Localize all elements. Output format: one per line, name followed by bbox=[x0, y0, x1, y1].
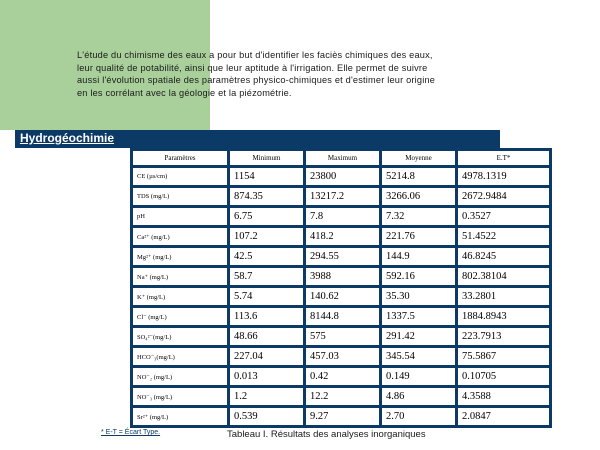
intro-paragraph bbox=[77, 49, 497, 99]
value-cell: 0.149 bbox=[382, 368, 455, 385]
value-cell: 4.3588 bbox=[458, 388, 549, 405]
value-cell: 113.6 bbox=[230, 308, 303, 325]
value-cell: 13217.2 bbox=[306, 188, 379, 205]
parameter-cell: Mg²⁺ (mg/L) bbox=[133, 248, 227, 265]
parameter-cell: K⁺ (mg/L) bbox=[133, 288, 227, 305]
value-cell: 8144.8 bbox=[306, 308, 379, 325]
intro-line: en les corrélant avec la géologie et la piézométrie. bbox=[77, 87, 292, 98]
footnote: * E-T = Écart Type. bbox=[101, 429, 161, 436]
parameter-cell: Na⁺ (mg/L) bbox=[133, 268, 227, 285]
table-header-row bbox=[133, 151, 549, 165]
value-cell: 223.7913 bbox=[458, 328, 549, 345]
value-cell: 0.3527 bbox=[458, 208, 549, 225]
value-cell: 418.2 bbox=[306, 228, 379, 245]
intro-line: leur qualité de potabilité, ainsi que leur aptitude à l'irrigation. Elle permet de suivre bbox=[77, 62, 428, 73]
value-cell: 23800 bbox=[306, 168, 379, 185]
value-cell: 0.013 bbox=[230, 368, 303, 385]
value-cell: 3266.06 bbox=[382, 188, 455, 205]
value-cell: 1154 bbox=[230, 168, 303, 185]
value-cell: 35.30 bbox=[382, 288, 455, 305]
value-cell: 3988 bbox=[306, 268, 379, 285]
value-cell: 33.2801 bbox=[458, 288, 549, 305]
table-row bbox=[133, 288, 549, 305]
parameter-cell: NO⁻₃ (mg/L) bbox=[133, 388, 227, 405]
value-cell: 345.54 bbox=[382, 348, 455, 365]
parameter-cell: Sr²⁺ (mg/L) bbox=[133, 408, 227, 425]
table-row bbox=[133, 228, 549, 245]
value-cell: 1337.5 bbox=[382, 308, 455, 325]
column-header: Moyenne bbox=[382, 151, 455, 165]
column-header: E.T* bbox=[458, 151, 549, 165]
value-cell: 575 bbox=[306, 328, 379, 345]
table-row bbox=[133, 388, 549, 405]
value-cell: 7.32 bbox=[382, 208, 455, 225]
table-caption: Tableau I. Résultats des analyses inorganiques bbox=[227, 429, 426, 440]
value-cell: 0.539 bbox=[230, 408, 303, 425]
intro-line: aussi l'évolution spatiale des paramètres physico-chimiques et d'estimer leur origine bbox=[77, 75, 436, 85]
value-cell: 2672.9484 bbox=[458, 188, 549, 205]
table-row bbox=[133, 328, 549, 345]
parameter-cell: HCO⁻₃(mg/L) bbox=[133, 348, 227, 365]
value-cell: 802.38104 bbox=[458, 268, 549, 285]
value-cell: 12.2 bbox=[306, 388, 379, 405]
section-title: Hydrogéochimie bbox=[20, 131, 115, 145]
value-cell: 4978.1319 bbox=[458, 168, 549, 185]
value-cell: 48.66 bbox=[230, 328, 303, 345]
value-cell: 1884.8943 bbox=[458, 308, 549, 325]
table-row bbox=[133, 168, 549, 185]
value-cell: 7.8 bbox=[306, 208, 379, 225]
value-cell: 5.74 bbox=[230, 288, 303, 305]
value-cell: 457.03 bbox=[306, 348, 379, 365]
column-header: Maximum bbox=[306, 151, 379, 165]
value-cell: 144.9 bbox=[382, 248, 455, 265]
value-cell: 107.2 bbox=[230, 228, 303, 245]
parameter-cell: CE (µs/cm) bbox=[133, 168, 227, 185]
value-cell: 5214.8 bbox=[382, 168, 455, 185]
parameter-cell: TDS (mg/L) bbox=[133, 188, 227, 205]
value-cell: 42.5 bbox=[230, 248, 303, 265]
value-cell: 221.76 bbox=[382, 228, 455, 245]
value-cell: 140.62 bbox=[306, 288, 379, 305]
value-cell: 592.16 bbox=[382, 268, 455, 285]
value-cell: 51.4522 bbox=[458, 228, 549, 245]
parameter-cell: Cl⁻ (mg/L) bbox=[133, 308, 227, 325]
value-cell: 291.42 bbox=[382, 328, 455, 345]
intro-line: L'étude du chimisme des eaux a pour but d'identifier les faciès chimiques des eaux, bbox=[77, 50, 433, 60]
table-row bbox=[133, 268, 549, 285]
column-header: Minimum bbox=[230, 151, 303, 165]
parameter-cell: pH bbox=[133, 208, 227, 225]
value-cell: 0.42 bbox=[306, 368, 379, 385]
parameter-cell: Ca²⁺ (mg/L) bbox=[133, 228, 227, 245]
value-cell: 0.10705 bbox=[458, 368, 549, 385]
column-header: Paramètres bbox=[133, 151, 227, 165]
value-cell: 46.8245 bbox=[458, 248, 549, 265]
value-cell: 58.7 bbox=[230, 268, 303, 285]
table-row bbox=[133, 308, 549, 325]
value-cell: 2.70 bbox=[382, 408, 455, 425]
value-cell: 294.55 bbox=[306, 248, 379, 265]
value-cell: 2.0847 bbox=[458, 408, 549, 425]
table-row bbox=[133, 408, 549, 425]
table-row bbox=[133, 248, 549, 265]
value-cell: 6.75 bbox=[230, 208, 303, 225]
table-row bbox=[133, 368, 549, 385]
table-row bbox=[133, 348, 549, 365]
results-table bbox=[130, 148, 552, 428]
value-cell: 1.2 bbox=[230, 388, 303, 405]
value-cell: 75.5867 bbox=[458, 348, 549, 365]
parameter-cell: SO₄²⁻(mg/L) bbox=[133, 328, 227, 345]
table-row bbox=[133, 188, 549, 205]
value-cell: 227.04 bbox=[230, 348, 303, 365]
parameter-cell: NO⁻₂ (mg/L) bbox=[133, 368, 227, 385]
table-row bbox=[133, 208, 549, 225]
value-cell: 9.27 bbox=[306, 408, 379, 425]
value-cell: 4.86 bbox=[382, 388, 455, 405]
value-cell: 874.35 bbox=[230, 188, 303, 205]
